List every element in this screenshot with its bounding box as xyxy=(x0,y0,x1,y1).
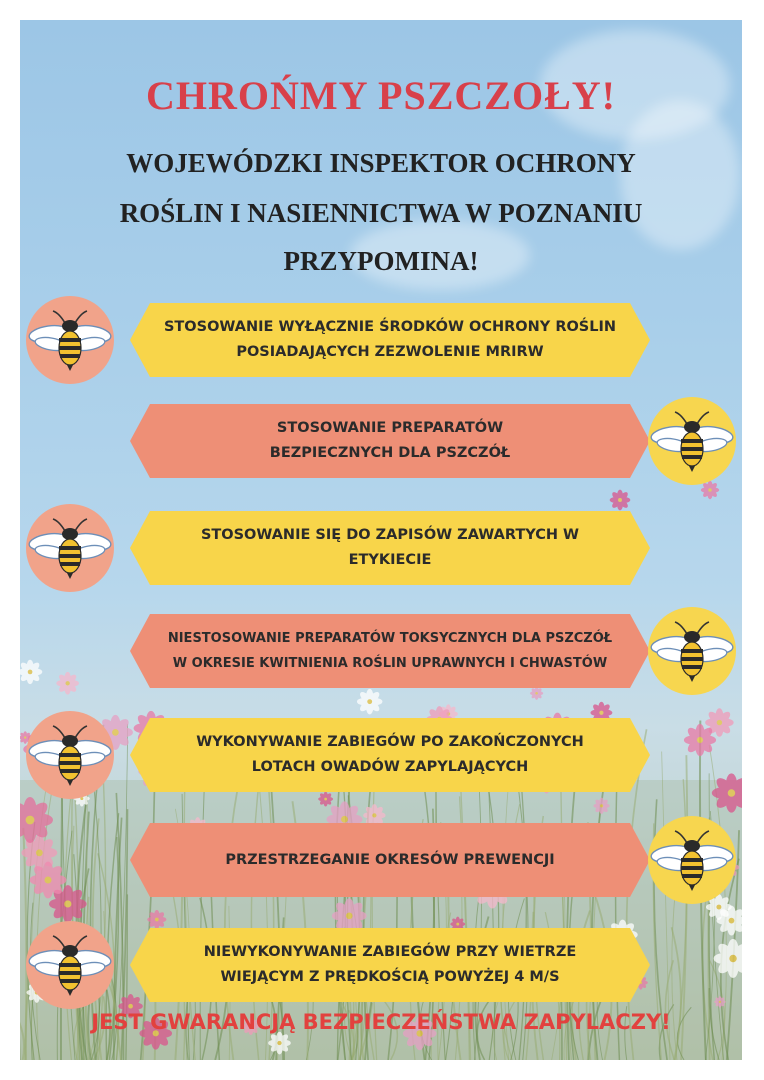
subtitle-line-1: WOJEWÓDZKI INSPEKTOR OCHRONY xyxy=(126,148,636,178)
bee-icon xyxy=(647,606,737,696)
poster xyxy=(20,20,742,1060)
banner-label: STOSOWANIE PREPARATÓW BEZPIECZNYCH DLA PSZCZÓŁ xyxy=(269,420,511,461)
subtitle-line-3: PRZYPOMINA! xyxy=(283,246,479,276)
banner-label: STOSOWANIE WYŁĄCZNIE ŚRODKÓW OCHRONY ROŚLIN POSIADAJĄCYCH ZEZWOLENIE MRIRW xyxy=(163,319,617,360)
bee-icon xyxy=(25,710,115,800)
banner-label: NIESTOSOWANIE PREPARATÓW TOKSYCZNYCH DLA PSZCZÓŁ W OKRESIE KWITNIENIA ROŚLIN UPRAWNYCH I CHWASTÓW xyxy=(167,631,613,671)
rule-banner xyxy=(130,511,650,585)
rule-banner xyxy=(130,718,650,792)
footer-slogan: JEST GWARANCJĄ BEZPIECZEŃSTWA ZAPYLACZY! xyxy=(91,1010,671,1034)
bee-icon xyxy=(25,503,115,593)
bee-badge xyxy=(25,920,115,1010)
bee-badge xyxy=(647,815,737,905)
bee-icon xyxy=(25,920,115,1010)
rule-banner xyxy=(130,614,650,688)
bee-icon xyxy=(25,295,115,385)
bee-icon xyxy=(647,396,737,486)
subtitle-line-2: ROŚLIN I NASIENNICTWA W POZNANIU xyxy=(119,198,643,228)
bee-badge xyxy=(25,295,115,385)
banner-label: NIEWYKONYWANIE ZABIEGÓW PRZY WIETRZE WIEJĄCYM Z PRĘDKOŚCIĄ POWYŻEJ 4 M/S xyxy=(203,944,577,985)
bee-badge xyxy=(25,503,115,593)
rule-banner xyxy=(130,928,650,1002)
banner-label: STOSOWANIE SIĘ DO ZAPISÓW ZAWARTYCH W ETYKIECIE xyxy=(200,527,580,568)
banner-label: WYKONYWANIE ZABIEGÓW PO ZAKOŃCZONYCH LOTACH OWADÓW ZAPYLAJĄCYCH xyxy=(196,734,584,775)
poster-title: CHROŃMY PSZCZOŁY! xyxy=(146,73,616,118)
rule-banner xyxy=(130,404,650,478)
rule-banner xyxy=(130,303,650,377)
rule-banner xyxy=(130,823,650,897)
bee-badge xyxy=(647,606,737,696)
bee-icon xyxy=(647,815,737,905)
banner-label: PRZESTRZEGANIE OKRESÓW PREWENCJI xyxy=(225,851,555,868)
bee-badge xyxy=(647,396,737,486)
bee-badge xyxy=(25,710,115,800)
